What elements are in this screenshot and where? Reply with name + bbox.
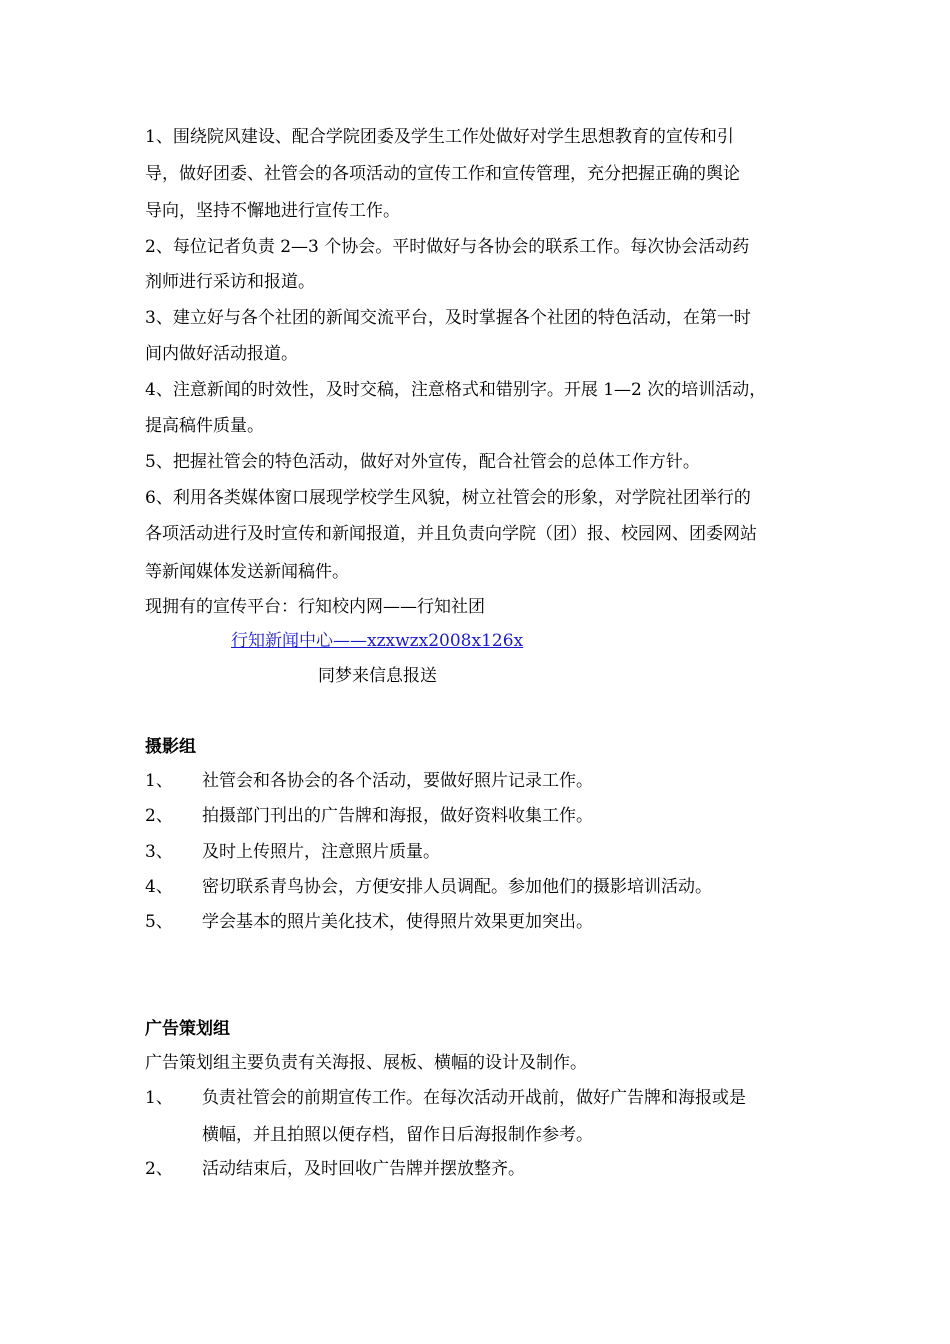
paragraph-line: 5、把握社管会的特色活动，做好对外宣传，配合社管会的总体工作方针。 [145,452,700,472]
list-number: 5、 [145,912,173,932]
list-number: 1、 [145,771,173,791]
paragraph-line: 2、每位记者负责 2—3 个协会。平时做好与各协会的联系工作。每次协会活动药 [145,237,750,257]
list-item: 学会基本的照片美化技术，使得照片效果更加突出。 [202,912,593,932]
paragraph-line: 导向，坚持不懈地进行宣传工作。 [145,201,400,221]
list-number: 2、 [145,806,173,826]
ad-group-intro: 广告策划组主要负责有关海报、展板、横幅的设计及制作。 [145,1053,587,1073]
list-number: 2、 [145,1159,173,1179]
paragraph-line: 1、围绕院风建设、配合学院团委及学生工作处做好对学生思想教育的宣传和引 [145,127,734,147]
paragraph-line: 导，做好团委、社管会的各项活动的宣传工作和宣传管理，充分把握正确的舆论 [145,164,740,184]
list-number: 4、 [145,877,173,897]
paragraph-line: 3、建立好与各个社团的新闻交流平台，及时掌握各个社团的特色活动，在第一时 [145,308,751,328]
paragraph-line: 等新闻媒体发送新闻稿件。 [145,562,349,582]
paragraph-line: 提高稿件质量。 [145,416,264,436]
ad-group-title: 广告策划组 [145,1019,230,1039]
tongmeng-line: 同梦来信息报送 [318,666,437,686]
news-center-link-line[interactable] [231,630,523,652]
list-item: 密切联系青鸟协会，方便安排人员调配。参加他们的摄影培训活动。 [202,877,712,897]
paragraph-line: 4、注意新闻的时效性，及时交稿，注意格式和错别字。开展 1—2 次的培训活动， [145,380,767,400]
list-item: 负责社管会的前期宣传工作。在每次活动开战前，做好广告牌和海报或是 [202,1088,746,1108]
paragraph-line: 各项活动进行及时宣传和新闻报道，并且负责向学院（团）报、校园网、团委网站 [145,524,757,544]
list-item-continuation: 横幅，并且拍照以便存档，留作日后海报制作参考。 [202,1125,593,1145]
list-item: 社管会和各协会的各个活动，要做好照片记录工作。 [202,771,593,791]
news-center-link[interactable]: 行知新闻中心——xzxwzx2008x126x [231,631,524,651]
list-item: 拍摄部门刊出的广告牌和海报，做好资料收集工作。 [202,806,593,826]
list-item: 活动结束后，及时回收广告牌并摆放整齐。 [202,1159,525,1179]
platforms-line: 现拥有的宣传平台：行知校内网——行知社团 [145,597,485,617]
paragraph-line: 剂师进行采访和报道。 [145,272,315,292]
paragraph-line: 6、利用各类媒体窗口展现学校学生风貌，树立社管会的形象，对学院社团举行的 [145,488,751,508]
list-item: 及时上传照片，注意照片质量。 [202,842,440,862]
paragraph-line: 间内做好活动报道。 [145,344,298,364]
list-number: 1、 [145,1088,173,1108]
photo-group-title: 摄影组 [145,737,196,757]
list-number: 3、 [145,842,173,862]
